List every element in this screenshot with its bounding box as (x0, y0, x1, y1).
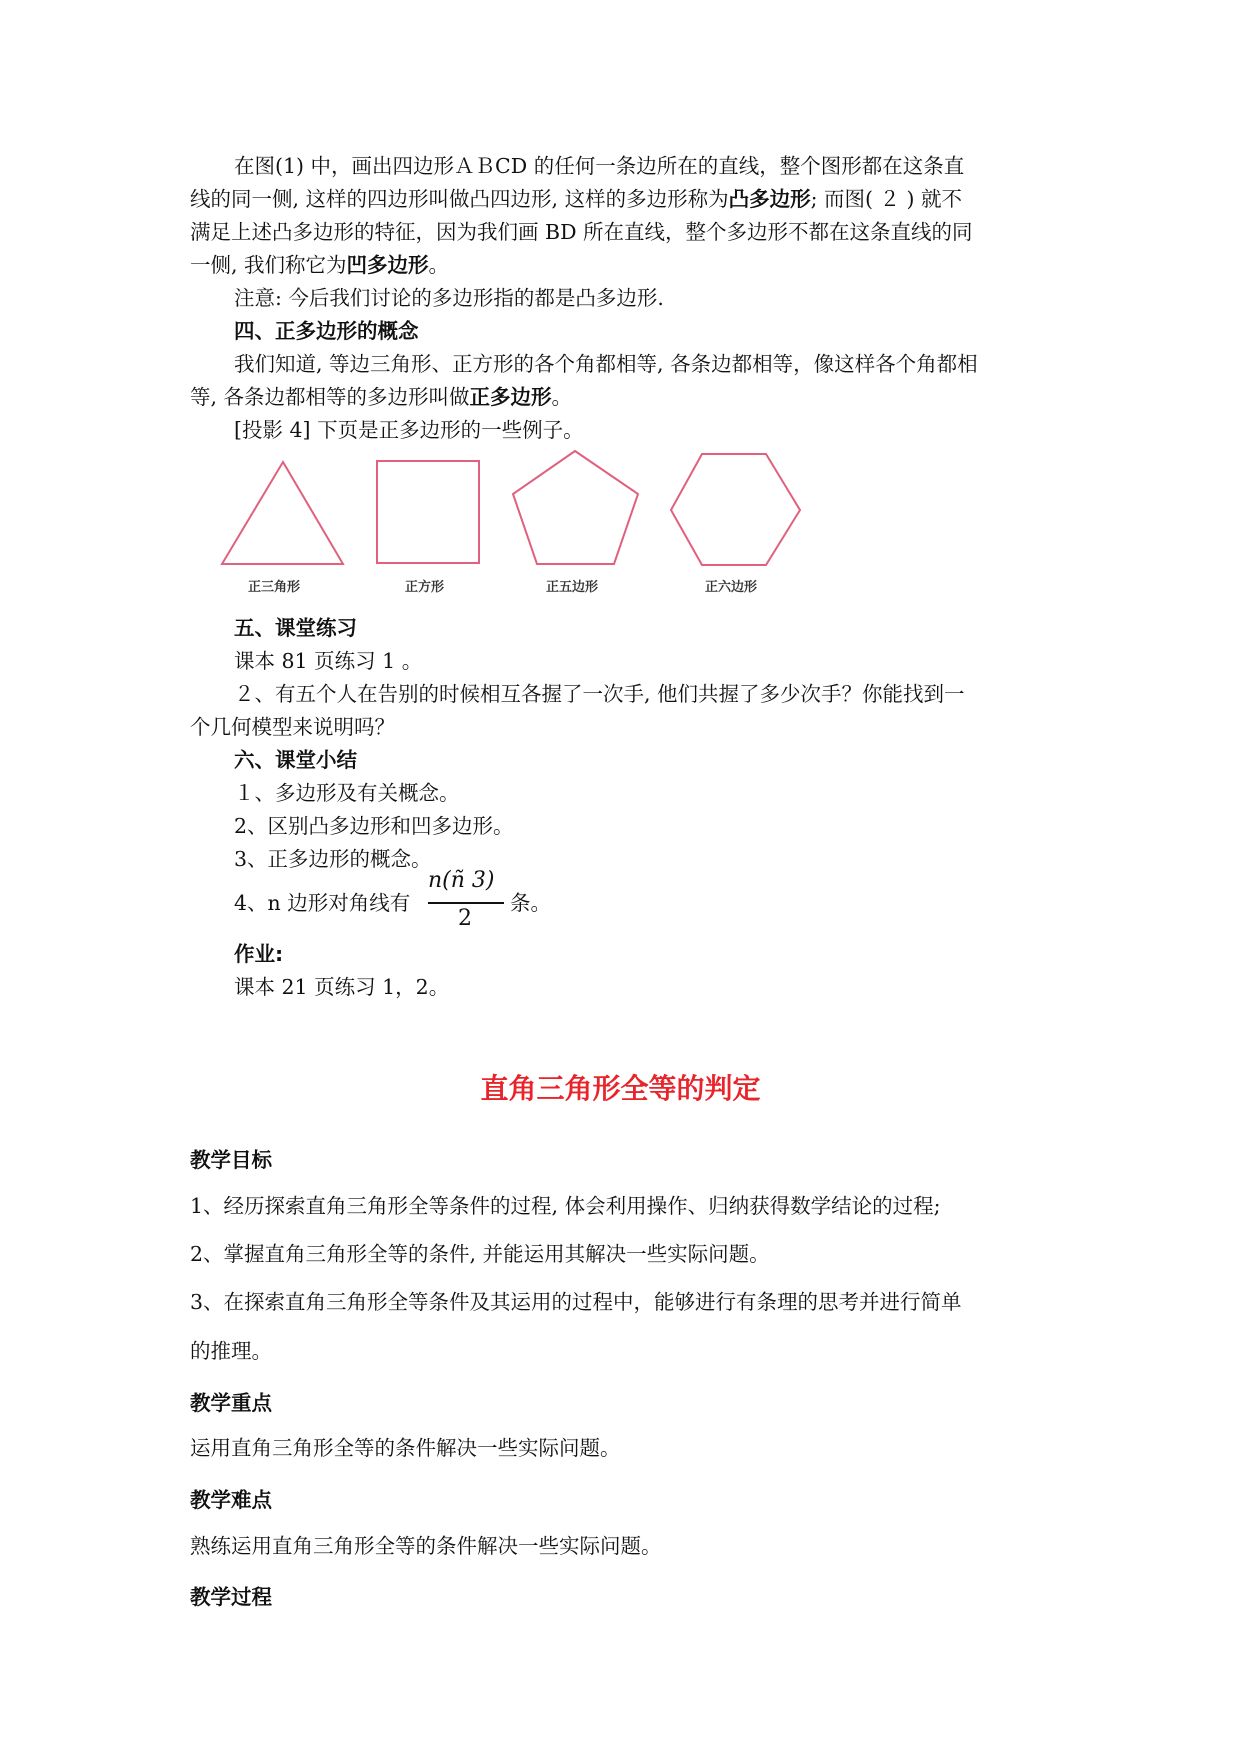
goal-item: 2、掌握直角三角形全等的条件, 并能运用其解决一些实际问题。 (190, 1242, 770, 1266)
pentagon-shape (513, 451, 638, 564)
term-convex-polygon: 凸多边形 (728, 187, 811, 211)
diagonal-formula (428, 868, 508, 940)
exercise-item: 个几何模型来说明吗？ (190, 715, 395, 739)
text: 。 (551, 385, 573, 409)
section-heading: 六、课堂小结 (234, 748, 357, 772)
text: 线的同一侧, 这样的四边形叫做凸四边形, 这样的多边形称为 (190, 187, 729, 211)
section-heading: 四、正多边形的概念 (234, 319, 419, 343)
text: 一侧, 我们称它为 (190, 253, 347, 277)
key-points-heading: 教学重点 (190, 1391, 272, 1415)
exercise-item: ２、有五个人在告别的时候相互各握了一次手, 他们共握了多少次手？你能找到一 (234, 682, 965, 706)
exercise-item: 课本 81 页练习 1 。 (234, 649, 423, 673)
paragraph-line: 满足上述凸多边形的特征，因为我们画 BD 所在直线，整个多边形不都在这条直线的同 (190, 220, 973, 244)
term-concave-polygon: 凹多边形 (346, 253, 429, 277)
key-points-text: 运用直角三角形全等的条件解决一些实际问题。 (190, 1436, 621, 1460)
summary-item: １、多边形及有关概念。 (234, 781, 460, 805)
summary-item: 条。 (510, 891, 551, 915)
text: 等, 各条边都相等的多边形叫做 (190, 385, 470, 409)
lesson-title: 直角三角形全等的判定 (480, 1072, 761, 1105)
difficulty-text: 熟练运用直角三角形全等的条件解决一些实际问题。 (190, 1534, 662, 1558)
text: 。 (428, 253, 450, 277)
triangle-shape (222, 462, 343, 564)
regular-polygons-figure (0, 0, 1241, 620)
process-heading: 教学过程 (190, 1585, 272, 1609)
summary-item: 4、n 边形对角线有 (234, 891, 411, 915)
projection-line: [投影 4] 下页是正多边形的一些例子。 (234, 418, 584, 442)
summary-item: 3、正多边形的概念。 (234, 847, 432, 871)
summary-item: 2、区别凸多边形和凹多边形。 (234, 814, 514, 838)
difficulty-heading: 教学难点 (190, 1488, 272, 1512)
triangle-label: 正三角形 (248, 580, 301, 595)
goals-heading: 教学目标 (190, 1148, 272, 1172)
goal-item: 3、在探索直角三角形全等条件及其运用的过程中，能够进行有条理的思考并进行简单 (190, 1290, 962, 1314)
hexagon-label: 正六边形 (705, 580, 758, 595)
fraction-bar (428, 902, 504, 904)
square-label: 正方形 (405, 580, 445, 595)
formula-denominator: 2 (458, 906, 472, 931)
goal-item: 1、经历探索直角三角形全等条件的过程, 体会利用操作、归纳获得数学结论的过程; (190, 1194, 941, 1218)
goal-item: 的推理。 (190, 1339, 272, 1363)
text: ; 而图( ２ ) 就不 (810, 187, 963, 211)
term-regular-polygon: 正多边形 (469, 385, 552, 409)
section-heading: 五、课堂练习 (234, 616, 357, 640)
hexagon-shape (671, 454, 800, 565)
homework-text: 课本 21 页练习 1，2。 (234, 975, 450, 999)
note-line: 注意: 今后我们讨论的多边形指的都是凸多边形. (234, 286, 664, 310)
paragraph-line: 我们知道, 等边三角形、正方形的各个角都相等, 各条边都相等，像这样各个角都相 (234, 352, 978, 376)
paragraph-line: 在图(1) 中，画出四边形ＡＢCD 的任何一条边所在的直线，整个图形都在这条直 (234, 154, 965, 178)
formula-numerator: n(ñ 3) (428, 868, 495, 893)
square-shape (377, 461, 479, 563)
homework-heading: 作业: (234, 942, 284, 966)
pentagon-label: 正五边形 (546, 580, 599, 595)
